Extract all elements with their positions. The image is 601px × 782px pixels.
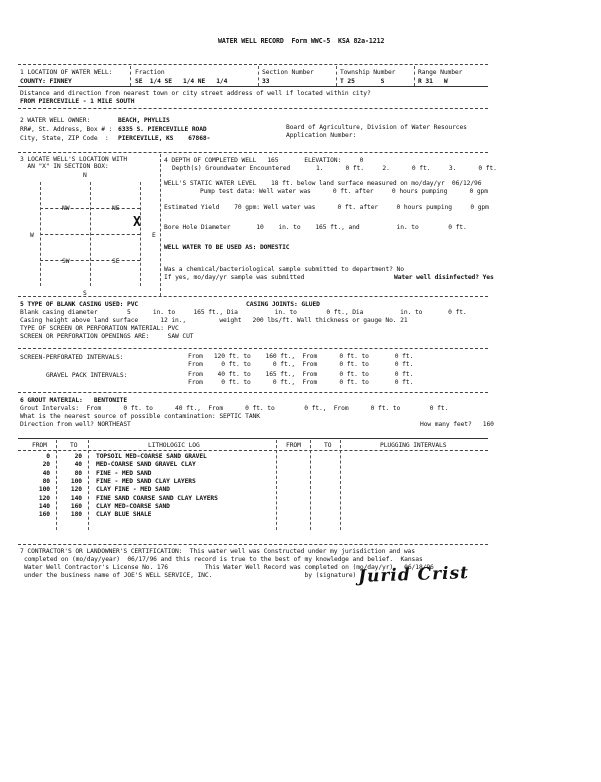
section-label: Section Number	[262, 69, 314, 76]
map-ne-label: NE	[112, 205, 120, 212]
log-from-value: 0	[46, 453, 50, 460]
map-nw-label: NW	[62, 205, 70, 212]
section-value: 33	[262, 78, 270, 85]
distance-label: Distance and direction from nearest town or city street address of well if located within city?	[20, 90, 371, 97]
log-from-value: 20	[42, 461, 50, 469]
fraction-label: Fraction	[135, 69, 165, 76]
log-to-header: TO	[70, 442, 78, 449]
chem-sample-date: If yes, mo/day/yr sample was submitted	[164, 274, 305, 281]
map-e-label: E	[152, 232, 156, 239]
map-s-label: S	[83, 290, 87, 297]
log-from-value: 80	[42, 477, 50, 485]
range-label: Range Number	[418, 69, 463, 76]
log-to-value: 80	[74, 469, 82, 477]
contamination-distance: How many feet? 160	[420, 421, 494, 428]
contamination-source: What is the nearest source of possible contamination: SEPTIC TANK	[20, 413, 260, 420]
screen-openings: SCREEN OR PERFORATION OPENINGS ARE: SAW CUT	[20, 333, 194, 340]
pump-test-line: Pump test data: Well water was 0 ft. after 0 hours pumping 0 gpm	[200, 188, 488, 195]
owner-label: 2 WATER WELL OWNER:	[20, 117, 91, 124]
map-sw-label: SW	[62, 258, 70, 265]
log-description: TOPSOIL MED-COARSE SAND GRAVEL	[96, 453, 207, 460]
lithologic-header: LITHOLOGIC LOG	[148, 442, 200, 449]
certification-line-4: under the business name of JOE'S WELL SERVICE, INC. by (signature)	[24, 572, 357, 579]
log-from-value: 140	[38, 502, 50, 510]
log-description: CLAY BLUE SHALE	[96, 511, 152, 519]
plug-from-header: FROM	[286, 442, 301, 449]
column-rule	[258, 66, 259, 86]
screen-interval-row: From 0 ft. to 0 ft., From 0 ft. to 0 ft.	[188, 361, 414, 368]
map-caption: 3 LOCATE WELL'S LOCATION WITH	[20, 156, 128, 163]
plugging-header: PLUGGING INTERVALS	[380, 442, 447, 449]
city-value: PIERCEVILLE, KS 67868-	[118, 135, 211, 142]
log-description: FINE - MED SAND	[96, 469, 152, 477]
static-level-line: WELL'S STATIC WATER LEVEL 18 ft. below land surface measured on mo/day/yr 06/12/96	[164, 180, 482, 187]
log-description: CLAY FINE - MED SAND	[96, 486, 170, 494]
screen-interval-row: From 120 ft. to 160 ft., From 0 ft. to 0 ft.	[188, 353, 414, 360]
certification-line-2: completed on (mo/day/year) 06/17/96 and this record is true to the best of my knowledge and belief. Kansas	[24, 556, 423, 563]
casing-type: 5 TYPE OF BLANK CASING USED: PVC	[20, 301, 139, 308]
disinfected-line: Water well disinfected? Yes	[394, 274, 494, 281]
map-grid-line	[90, 182, 91, 286]
map-divider	[160, 154, 161, 296]
log-from-value: 100	[38, 486, 50, 494]
gravel-interval-row: From 40 ft. to 165 ft., From 0 ft. to 0 ft.	[188, 371, 414, 378]
divider	[18, 392, 488, 393]
map-w-label: W	[30, 232, 34, 239]
depth-line: 4 DEPTH OF COMPLETED WELL 165 ELEVATION: 0	[164, 157, 364, 164]
certification-line-3: Water Well Contractor's License No. 176 This Water Well Record was completed on (mo/day/yr) 06/18/96	[24, 564, 434, 571]
city-label: City, State, ZIP Code :	[20, 135, 109, 142]
log-description: FINE SAND COARSE SAND CLAY LAYERS	[96, 494, 218, 502]
casing-height: Casing height above land surface 12 in., weight 200 lbs/ft. Wall thickness or gauge No. 21	[20, 317, 408, 324]
log-description: MED-COARSE SAND GRAVEL CLAY	[96, 461, 196, 469]
log-to-value: 160	[70, 502, 82, 510]
bore-hole-line: Bore Hole Diameter 10 in. to 165 ft., and in. to 0 ft.	[164, 224, 467, 231]
log-description: FINE - MED SAND CLAY LAYERS	[96, 477, 196, 485]
screen-intervals-label: SCREEN-PERFORATED INTERVALS:	[20, 354, 124, 361]
chem-sample-line: Was a chemical/bacteriological sample submitted to department? No	[164, 266, 404, 273]
range-value: R 31 W	[418, 78, 448, 85]
estimated-yield-line: Estimated Yield 70 gpm: Well water was 0 ft. after 0 hours pumping 0 gpm	[164, 204, 489, 211]
fraction-value: SE 1/4 SE 1/4 NE 1/4	[135, 78, 228, 85]
log-from-value: 40	[42, 469, 50, 477]
application-text: Application Number:	[286, 132, 357, 139]
township-value: T 25 S	[340, 78, 385, 85]
divider	[18, 152, 488, 153]
screen-type: TYPE OF SCREEN OR PERFORATION MATERIAL: PVC	[20, 325, 179, 332]
column-rule	[414, 66, 415, 86]
divider	[18, 348, 488, 349]
map-grid-line	[140, 182, 141, 286]
divider	[18, 296, 488, 297]
table-rule	[88, 440, 89, 530]
water-use-line: WELL WATER TO BE USED AS: DOMESTIC	[164, 244, 290, 251]
column-rule	[336, 66, 337, 86]
casing-diameter: Blank casing diameter 5 in. to 165 ft., Dia in. to 0 ft., Dia in. to 0 ft.	[20, 309, 467, 316]
signature: Jurid Crist	[357, 563, 470, 587]
township-label: Township Number	[340, 69, 396, 76]
log-to-value: 180	[70, 511, 82, 519]
contamination-direction: Direction from well? NORTHEAST	[20, 421, 131, 428]
column-rule	[130, 66, 131, 86]
gravel-interval-row: From 0 ft. to 0 ft., From 0 ft. to 0 ft.	[188, 379, 414, 386]
log-to-value: 140	[70, 494, 82, 502]
grout-material: 6 GROUT MATERIAL: BENTONITE	[20, 397, 128, 404]
divider	[18, 438, 488, 439]
table-rule	[56, 440, 57, 530]
log-description: CLAY MED-COARSE SAND	[96, 502, 170, 510]
distance-value: FROM PIERCEVILLE - 1 MILE SOUTH	[20, 98, 135, 105]
divider	[18, 64, 488, 65]
well-location-mark: X	[133, 215, 141, 230]
table-rule	[276, 440, 277, 530]
log-to-value: 40	[74, 461, 82, 469]
map-se-label: SE	[112, 258, 120, 265]
form-title: WATER WELL RECORD Form WWC-5 KSA 82a-1212	[218, 37, 385, 45]
map-grid-line	[40, 182, 41, 286]
certification-line-1: 7 CONTRACTOR'S OR LANDOWNER'S CERTIFICATION: This water well was Constructed under my jurisdiction and was	[20, 548, 415, 555]
log-to-value: 120	[70, 486, 82, 494]
gravel-intervals-label: GRAVEL PACK INTERVALS:	[46, 372, 128, 379]
casing-joints: CASING JOINTS: GLUED	[246, 301, 320, 308]
owner-name: BEACH, PHYLLIS	[118, 117, 170, 124]
map-caption-2: AN "X" IN SECTION BOX:	[20, 163, 109, 170]
table-rule	[310, 440, 311, 530]
board-text: Board of Agriculture, Division of Water Resources	[286, 124, 467, 131]
address-value: 6335 S. PIERCEVILLE ROAD	[118, 126, 207, 133]
log-from-header: FROM	[32, 442, 47, 449]
log-to-value: 20	[74, 453, 82, 460]
divider	[18, 108, 488, 109]
log-from-value: 160	[38, 511, 50, 519]
groundwater-line: Depth(s) Groundwater Encountered 1. 0 ft. 2. 0 ft. 3. 0 ft.	[172, 165, 497, 172]
grout-intervals: Grout Intervals: From 0 ft. to 40 ft., From 0 ft. to 0 ft., From 0 ft. to 0 ft.	[20, 405, 449, 412]
county-value: COUNTY: FINNEY	[20, 78, 72, 85]
map-n-label: N	[83, 172, 87, 179]
log-from-value: 120	[38, 494, 50, 502]
location-header: 1 LOCATION OF WATER WELL:	[20, 69, 113, 76]
table-rule	[340, 440, 341, 530]
divider	[18, 86, 488, 87]
divider	[18, 544, 488, 545]
plug-to-header: TO	[324, 442, 332, 449]
address-label: RR#, St. Address, Box # :	[20, 126, 113, 133]
log-to-value: 100	[70, 477, 82, 485]
